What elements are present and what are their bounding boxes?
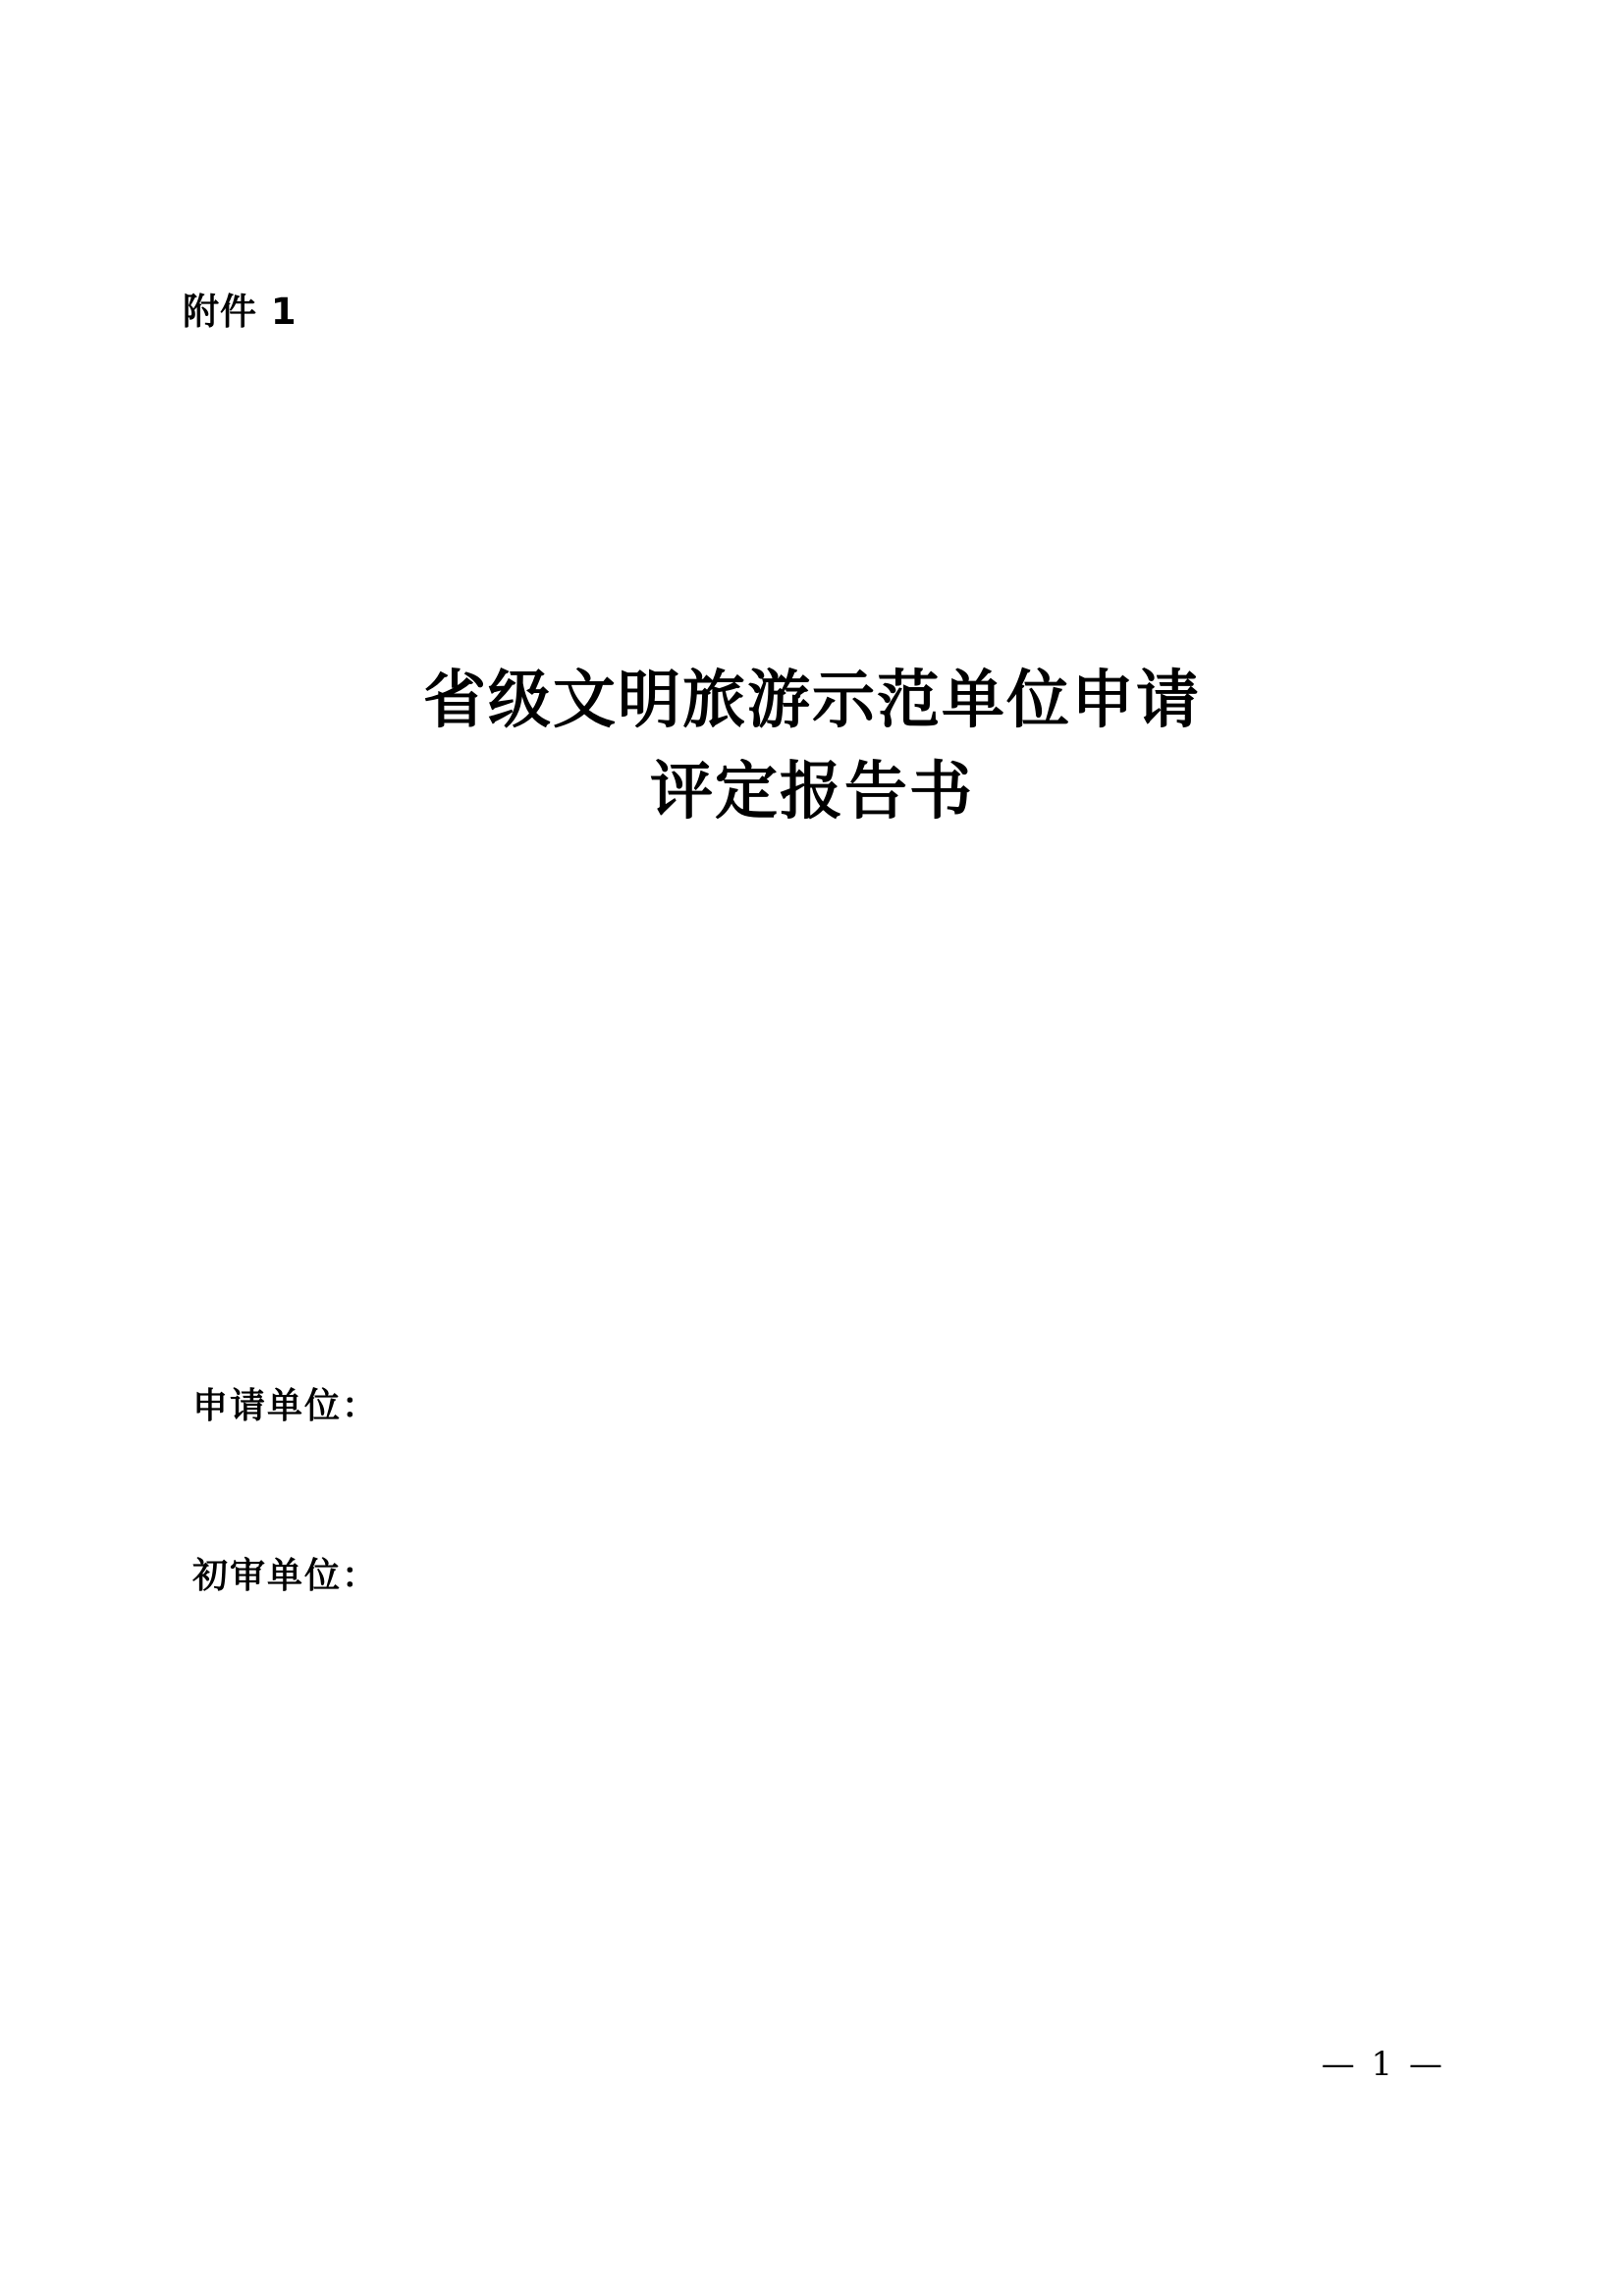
applicant-unit-field-label: 申请单位： [192,1385,380,1426]
page-number: — 1 — [1321,2045,1445,2084]
page-title-line-1: 省级文明旅游示范单位申请 [423,665,1201,737]
attachment-label: 附件 1 [183,291,298,333]
preliminary-review-unit-field-label: 初审单位： [192,1555,380,1596]
page-title-line-2: 评定报告书 [650,755,974,828]
page-title [0,656,1624,838]
